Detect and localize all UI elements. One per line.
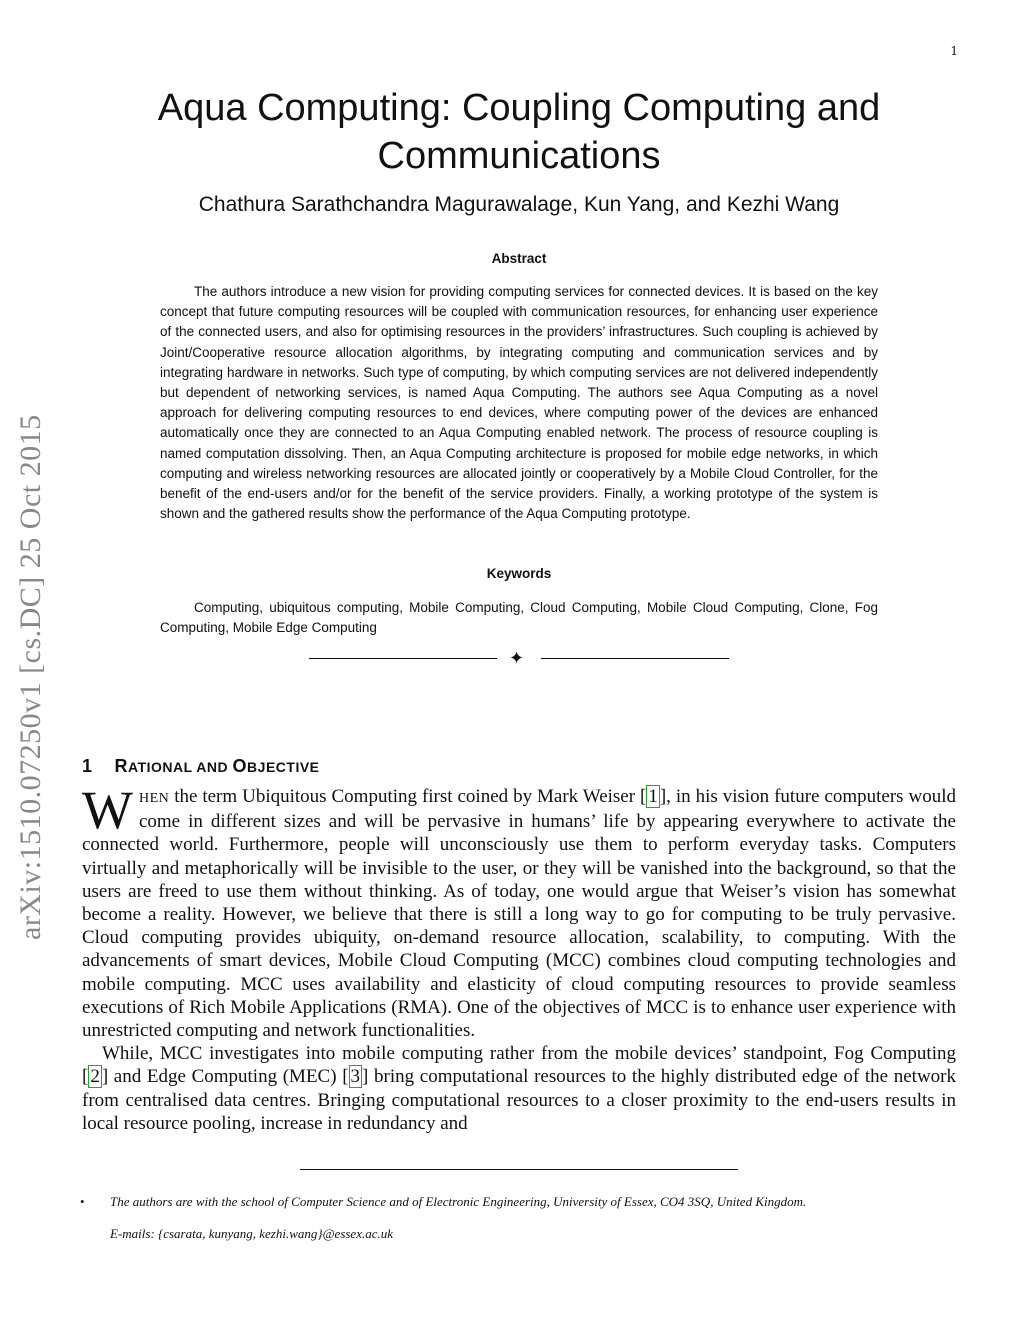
body-text-run: While, MCC investigates into mobile computing rather from the mobile devices’ standpoint, Fog Computing [ <box>82 1043 956 1088</box>
section-title-initial: O <box>232 756 248 776</box>
body-text-run: ], in his vision future computers would come in different sizes and will be pervasive in humans’ life by appearing everywhere to activate the connected world. Furthermore, people will unconsciously use them to perform everyday tasks. Computers virtually and metaphorically will be invisible to the user, or they will be vanished into the background, so that the users are freed to use them without thinking. As of today, one would argue that Weiser’s vision has somewhat become a reality. However, we believe that there is still a long way to go for computing to be truly pervasive. Cloud computing provides ubiquity, on-demand resource allocation, scalability, to computing. With the advancements of smart devices, Mobile Cloud Computing (MCC) combines cloud computing technologies and mobile computing. MCC uses availability and elasticity of cloud computing resources to provide seamless executions of Rich Mobile Applications (RMA). One of the objectives of MCC is to enhance user experience with unrestricted computing and network functionalities. <box>82 786 956 1042</box>
small-caps-text: HEN <box>138 791 170 806</box>
body-text-run: ] and Edge Computing (MEC) [ <box>101 1066 349 1088</box>
page-number: 1 <box>950 44 958 58</box>
four-point-star-icon: ✦ <box>509 648 525 669</box>
divider-line-left <box>309 658 497 659</box>
section-title-initial: R <box>114 756 129 776</box>
paper-title: Aqua Computing: Coupling Computing and Communications <box>157 87 881 177</box>
section-title-part: ATIONAL AND <box>128 759 233 775</box>
citation-link[interactable]: 1 <box>648 786 658 807</box>
section-number: 1 <box>82 756 93 776</box>
section-divider <box>309 650 729 668</box>
footnote-affiliation: The authors are with the school of Computer Science and of Electronic Engineering, University of Essex, CO4 3SQ, United Kingdom. <box>110 1194 807 1209</box>
abstract-text: The authors introduce a new vision for providing computing services for connected devices. It is based on the key concept that future computing resources will be coupled with communication resources, for enhancing user experience of the connected users, and also for optimising resources in the providers’ infrastructures. Such coupling is achieved by Joint/Cooperative resource allocation algorithms, by integrating computing and communication services and by integrating hardware in networks. Such type of computing, by which computing services are not delivered independently but dependent of networking services, is named Aqua Computing. The authors see Aqua Computing as a novel approach for delivering computing resources to end devices, where computing power of the devices are enhanced automatically once they are connected to an Aqua Computing enabled network. The process of resource coupling is named computation dissolving. Then, an Aqua Computing architecture is proposed for mobile edge networks, in which computing and wireless networking resources are allocated jointly or cooperatively by a Mobile Cloud Controller, for the benefit of the end-users and/or for the benefit of the service providers. Finally, a working prototype of the system is shown and the gathered results show the performance of the Aqua Computing prototype. <box>160 284 878 522</box>
keywords-heading: Keywords <box>486 566 552 581</box>
section-title-part: BJECTIVE <box>247 759 320 775</box>
arxiv-identifier-stamp: arXiv:1510.07250v1 [cs.DC] 25 Oct 2015 <box>14 414 47 940</box>
section-heading <box>82 756 320 777</box>
body-text-run: the term Ubiquitous Computing first coined by Mark Weiser [ <box>169 786 647 807</box>
abstract-heading: Abstract <box>491 251 547 266</box>
body-paragraph <box>82 780 956 1042</box>
section-body <box>82 780 956 1135</box>
footnote-rule <box>300 1169 738 1170</box>
citation-link[interactable]: 3 <box>350 1066 361 1088</box>
bullet-icon: • <box>80 1194 85 1209</box>
body-paragraph <box>82 1042 956 1135</box>
drop-cap: W <box>82 780 133 840</box>
body-text-run: ] bring computational resources to the highly distributed edge of the network from centralised data centres. Bringing computational resources to a closer proximity to the end-users results in local resource pooling, increase in redundancy and <box>82 1066 956 1134</box>
citation-link[interactable]: 2 <box>90 1066 100 1088</box>
divider-line-right <box>541 658 729 659</box>
author-list: Chathura Sarathchandra Magurawalage, Kun Yang, and Kezhi Wang <box>198 193 840 216</box>
keywords-text: Computing, ubiquitous computing, Mobile Computing, Cloud Computing, Mobile Cloud Computing, Clone, Fog Computing, Mobile Edge Computing <box>160 600 878 636</box>
footnote-emails: E-mails: {csarata, kunyang, kezhi.wang}@essex.ac.uk <box>110 1226 394 1241</box>
footnote <box>80 1186 960 1250</box>
